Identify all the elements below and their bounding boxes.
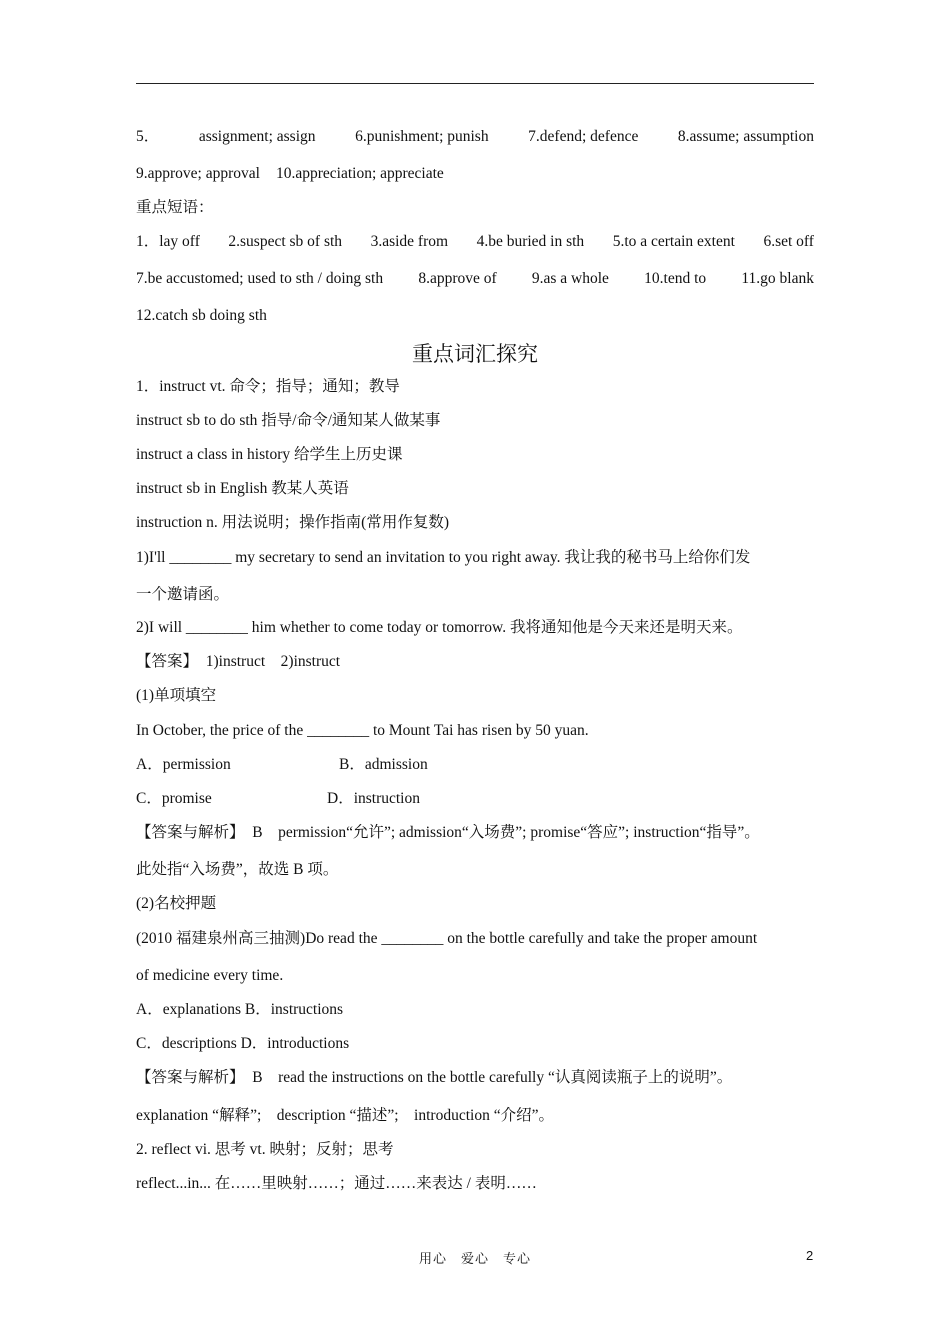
footer-motto: 用心 爱心 专心 <box>418 1251 531 1266</box>
vocab-item: 5． <box>136 128 160 145</box>
phrases-row-1 <box>136 232 814 252</box>
example-sentence: 1)I'll ________ my secretary to send an invitation to you right away. 我让我的秘书马上给你们发 <box>136 549 751 566</box>
option: B．admission <box>339 756 428 773</box>
entry-instruct: 1．instruct vt. 命令；指导；通知；教导 <box>136 378 400 395</box>
exercise-heading: (1)单项填空 <box>136 687 217 704</box>
answer-explanation: 【答案与解析】 B read the instructions on the bottle carefully “认真阅读瓶子上的说明”。 <box>136 1069 733 1086</box>
phrase-item: 1．lay off <box>136 233 200 250</box>
option: C．descriptions D．introductions <box>136 1035 350 1052</box>
phrases-row-2 <box>136 269 814 289</box>
phrase-item: 10.tend to <box>644 270 707 287</box>
usage-line: reflect...in... 在……里映射……；通过……来表达 / 表明…… <box>136 1175 537 1192</box>
vocab-item: 7.defend; defence <box>528 128 639 145</box>
usage-line: instruct sb to do sth 指导/命令/通知某人做某事 <box>136 412 441 429</box>
answer-explanation: 此处指“入场费”，故选 B 项。 <box>136 861 339 878</box>
section-title: 重点词汇探究 <box>412 342 538 366</box>
entry-reflect: 2. reflect vi. 思考 vt. 映射；反射；思考 <box>136 1141 394 1158</box>
exercise-heading: (2)名校押题 <box>136 895 217 912</box>
phrase-item: 6.set off <box>763 233 814 250</box>
phrase-item: 11.go blank <box>741 270 814 287</box>
phrase-item: 7.be accustomed; used to sth / doing sth <box>136 270 384 287</box>
vocab-item: 10.appreciation; appreciate <box>275 165 444 182</box>
phrase-item: 3.aside from <box>370 233 449 250</box>
option: A．explanations B．instructions <box>136 1001 344 1018</box>
vocab-item: 6.punishment; punish <box>355 128 489 145</box>
page-number: 2 <box>806 1248 814 1263</box>
answer-explanation: explanation “解释”; description “描述”; introduction “介绍”。 <box>136 1107 554 1124</box>
usage-line: instruction n. 用法说明；操作指南(常用作复数) <box>136 514 449 531</box>
option: A．permission <box>136 756 231 773</box>
question: of medicine every time. <box>136 967 284 984</box>
option: D．instruction <box>327 790 420 807</box>
header-rule <box>136 83 814 84</box>
example-sentence: 一个邀请函。 <box>136 586 230 603</box>
vocab-row-2 <box>136 164 444 184</box>
phrases-heading: 重点短语： <box>136 199 214 216</box>
vocab-row-1 <box>136 127 814 147</box>
usage-line: instruct a class in history 给学生上历史课 <box>136 446 403 463</box>
phrase-item: 5.to a certain extent <box>612 233 735 250</box>
answer-explanation: 【答案与解析】 B permission“允许”; admission“入场费”; promise“答应”; instruction“指导”。 <box>136 824 760 841</box>
phrases-row-3: 12.catch sb doing sth <box>136 307 267 324</box>
option: C．promise <box>136 790 212 807</box>
question: (2010 福建泉州高三抽测)Do read the ________ on the bottle carefully and take the proper amount <box>136 930 758 947</box>
vocab-item: 9.approve; approval <box>136 165 260 182</box>
phrase-item: 4.be buried in sth <box>476 233 585 250</box>
usage-line: instruct sb in English 教某人英语 <box>136 480 349 497</box>
vocab-item: assignment; assign <box>198 128 316 145</box>
answer-line: 【答案】 1)instruct 2)instruct <box>136 653 341 670</box>
phrase-item: 8.approve of <box>418 270 497 287</box>
example-sentence: 2)I will ________ him whether to come today or tomorrow. 我将通知他是今天来还是明天来。 <box>136 619 743 636</box>
phrase-item: 9.as a whole <box>531 270 609 287</box>
phrase-item: 2.suspect sb of sth <box>228 233 343 250</box>
question: In October, the price of the ________ to Mount Tai has risen by 50 yuan. <box>136 722 589 739</box>
vocab-item: 8.assume; assumption <box>677 128 814 145</box>
